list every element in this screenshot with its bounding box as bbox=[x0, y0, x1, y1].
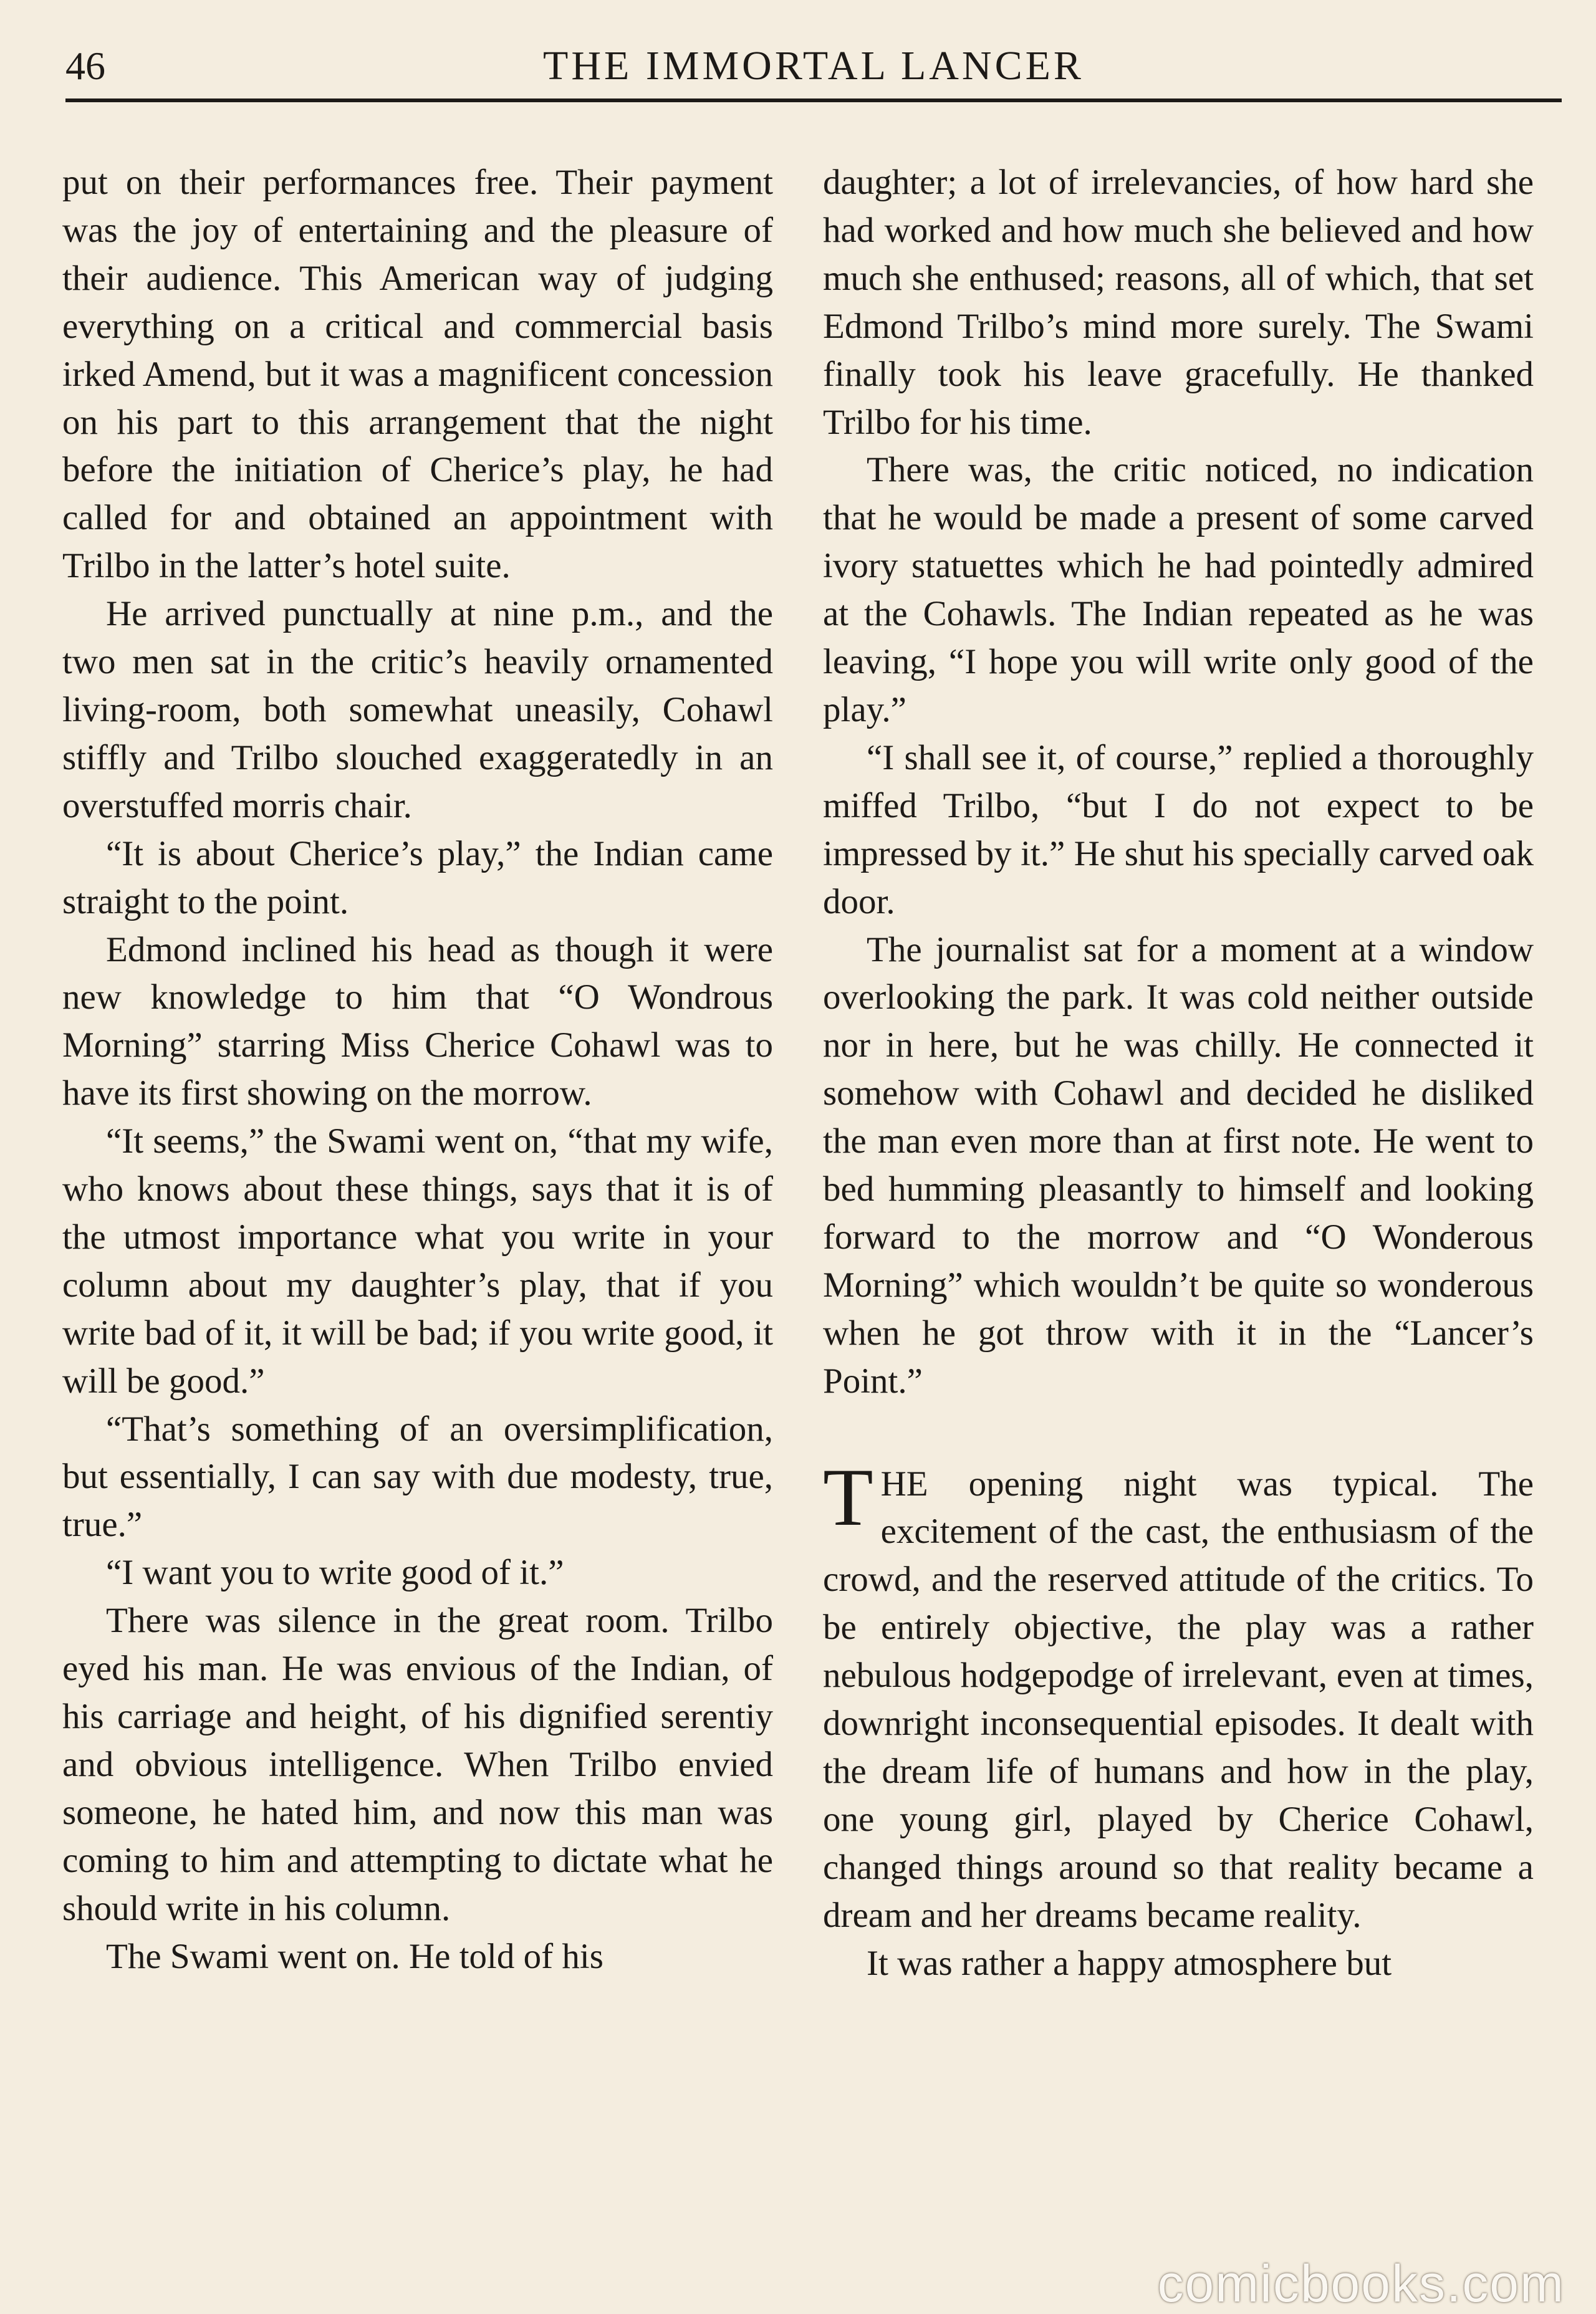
paragraph: “That’s something of an oversimplification, but essentially, I can say with due modesty, true, true.” bbox=[62, 1409, 773, 1545]
paragraph: The Swami went on. He told of his bbox=[106, 1936, 603, 1976]
section-opening-paragraph bbox=[823, 1451, 1534, 1940]
paragraph: The journalist sat for a moment at a window overlooking the park. It was cold neither outside nor in here, but he was chilly. He connected it somehow with Cohawl and decided he disliked the man even more than at first note. He went to bed humming pleasantly to himself and looking forward to the morrow and “O Wonderous Morning” which wouldn’t be quite so wonderous when he got throw with it in the “Lancer’s Point.” bbox=[823, 929, 1534, 1401]
paragraph: He arrived punctually at nine p.m., and the two men sat in the critic’s heavily ornamented living-room, both somewhat uneasily, Cohawl stiffly and Trilbo slouched exaggeratedly in an overstuffed morris chair. bbox=[62, 594, 773, 825]
watermark: comicbooks.com bbox=[1157, 2254, 1565, 2313]
running-header bbox=[65, 36, 1562, 102]
drop-cap: T bbox=[823, 1451, 873, 1543]
paragraph: daughter; a lot of irrelevancies, of how hard she had worked and how much she believed and how much she enthused; reasons, all of which, that set Edmond Trilbo’s mind more surely. The Swami finally took his leave gracefully. He thanked Trilbo for his time. bbox=[823, 163, 1534, 442]
paragraph: There was, the critic noticed, no indication that he would be made a present of some carved ivory statuettes which he had pointedly admired at the Cohawls. The Indian repeated as he was leaving, “I hope you will write only good of the play.” bbox=[823, 450, 1534, 729]
paragraph: put on their performances free. Their payment was the joy of entertaining and the pleasure of their audience. This American way of judging everything on a critical and commercial basis irked Amend, but it was a magnificent concession on his part to this arrangement that the night before the initiation of Cherice’s play, he had called for and obtained an appointment with Trilbo in the latter’s hotel suite. bbox=[62, 163, 773, 586]
right-column bbox=[823, 159, 1534, 1988]
paragraph: “It is about Cherice’s play,” the Indian came straight to the point. bbox=[62, 833, 773, 921]
paragraph: “I shall see it, of course,” replied a thoroughly miffed Trilbo, “but I do not expect to be impressed by it.” He shut his specially carved oak door. bbox=[823, 737, 1534, 921]
section-opening-text: HE opening night was typical. The excitement of the cast, the enthusiasm of the crowd, and the reserved attitude of the critics. To be entirely objective, the play was a rather nebulous hodgepodge of irrelevant, even at times, downright inconsequential episodes. It dealt with the dream life of humans and how in the play, one young girl, played by Cherice Cohawl, changed things around so that reality became a dream and her dreams became reality. bbox=[823, 1464, 1534, 1935]
paragraph: “I want you to write good of it.” bbox=[106, 1553, 564, 1593]
paragraph: Edmond inclined his head as though it were new knowledge to him that “O Wondrous Morning” starring Miss Cherice Cohawl was to have its first showing on the morrow. bbox=[62, 929, 773, 1113]
running-title: THE IMMORTAL LANCER bbox=[543, 43, 1084, 89]
paragraph: There was silence in the great room. Trilbo eyed his man. He was envious of the Indian, of his carriage and height, of his dignified serentiy and obvious intelligence. When Trilbo envied someone, he hated him, and now this man was coming to him and attempting to dictate what he should write in his column. bbox=[62, 1601, 773, 1928]
page-number: 46 bbox=[65, 44, 105, 88]
paragraph: “It seems,” the Swami went on, “that my wife, who knows about these things, says that it is of the utmost importance what you write in your column about my daughter’s play, that if you write bad of it, it will be bad; if you write good, it will be good.” bbox=[62, 1121, 773, 1401]
paragraph: It was rather a happy atmosphere but bbox=[867, 1943, 1392, 1983]
left-column bbox=[62, 159, 773, 1980]
